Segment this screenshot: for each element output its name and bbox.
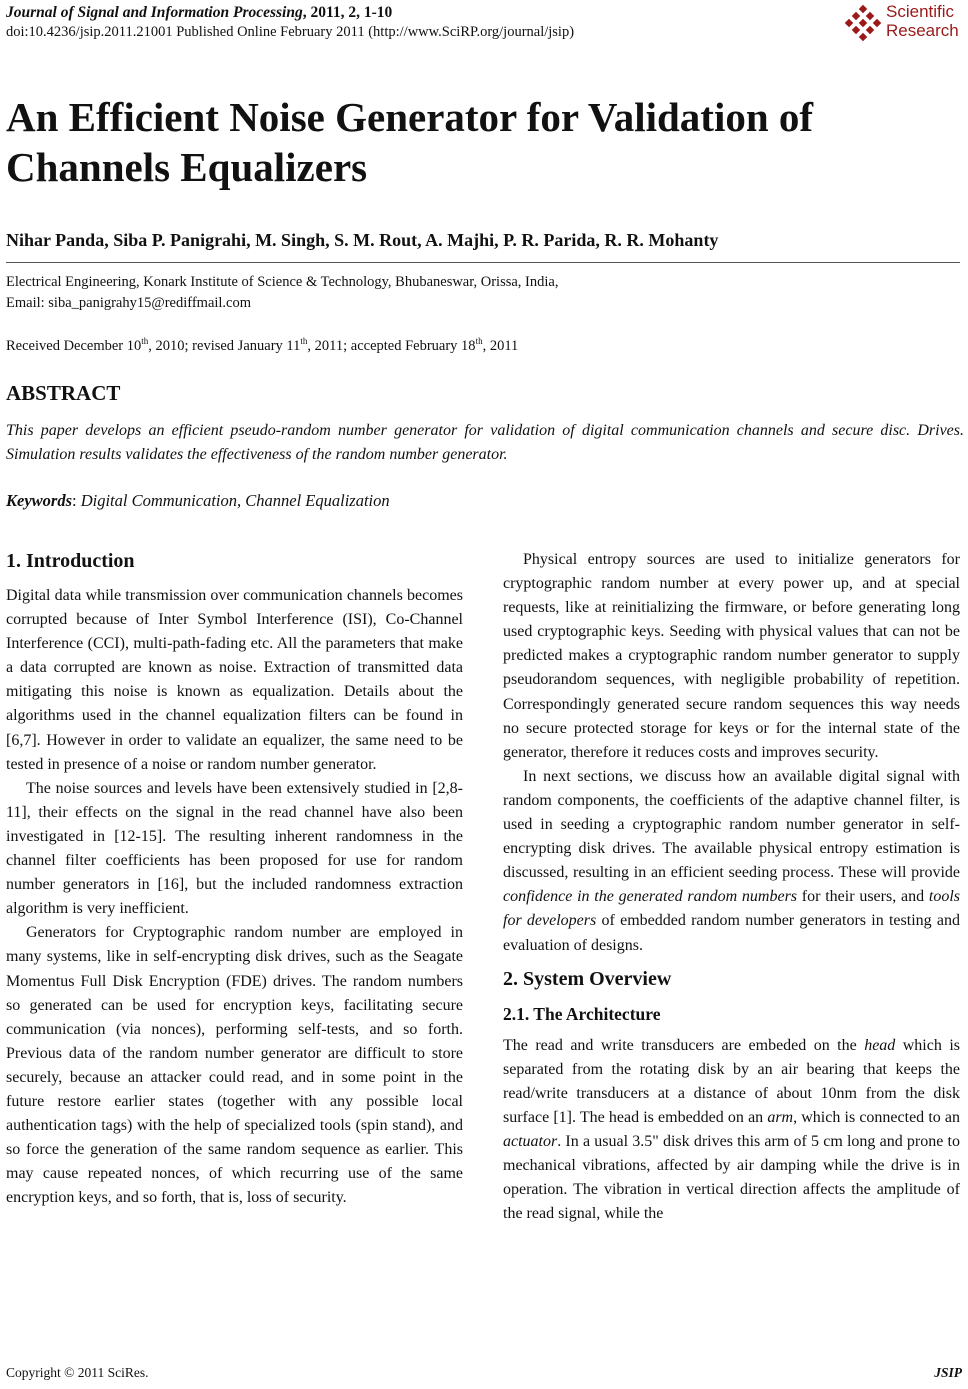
journal-issue: , 2011, 2, 1-10 [302,4,393,21]
section-heading-introduction: 1. Introduction [6,550,135,572]
arch-italic-arm: arm [767,1108,794,1126]
received-dates [6,336,518,355]
title-divider [6,262,960,263]
intro-paragraph-2: The noise sources and levels have been extensively studied in [2,8-11], their effects on the signal in the read channel have also been investigated in [12-15]. The resulting inherent randomness in the channel filter coefficients has been proposed for use for random number generators in [16], but the included randomness extraction algorithm is very inefficient. [6,779,463,918]
abstract-heading: ABSTRACT [6,381,121,405]
received-sup-2: th [300,336,308,346]
received-sup-1: th [141,336,149,346]
subsection-heading-architecture: 2.1. The Architecture [503,1003,661,1024]
arch-text-a: The read and write transducers are embeded on the [503,1036,865,1054]
title-line-2: Channels Equalizers [6,144,368,190]
keywords-values: Digital Communication, Channel Equalization [80,491,390,510]
logo-wordmark [886,2,959,40]
p5-text-b: for their users, and [797,888,929,906]
doi-line: doi:10.4236/jsip.2011.21001 Published Online February 2011 (http://www.SciRP.org/journal/jsip) [6,24,575,40]
arch-text-b: which is separated from the rotating disk by an air bearing that keeps the read/write transducers at a distance of about 10nm from the disk surface [1]. The head is embedded on an [503,1036,960,1126]
section-heading-system-overview: 2. System Overview [503,967,672,990]
received-text-2: , 2010; revised January 11 [148,337,301,354]
p5-italic-1: confidence in the generated random numbers [503,888,798,906]
footer-journal-abbr: JSIP [934,1365,962,1380]
keywords-label: Keywords [6,491,72,510]
logo-line-2: Research [886,21,959,40]
affiliation-block [6,272,558,314]
logo-line-1: Scientific [886,2,955,21]
received-text-4: , 2011 [482,337,519,354]
received-sup-3: th [475,336,483,346]
received-text-1: Received December 10 [6,337,142,354]
p5-text-c: of embedded random number generators in testing and evaluation of designs. [503,912,961,954]
p5-text-a: In next sections, we discuss how an available digital signal with random components, the coefficients of the adaptive channel filter, is used in seeding a cryptographic random number generator in self-encrypting disk drives. The available physical entropy estimation is discussed, resulting in an efficient seeding process. These will provide [503,767,960,882]
arch-italic-head: head [864,1036,896,1054]
authors: Nihar Panda, Siba P. Panigrahi, M. Singh, S. M. Rout, A. Majhi, P. R. Parida, R. R. Mohanty [6,230,719,250]
arch-italic-actuator: actuator [503,1132,558,1150]
logo-mark-icon [844,4,884,44]
arch-text-d: . In a usual 3.5" disk drives this arm of 5 cm long and prone to mechanical vibrations, affected by air damping while the drive is in operation. The vibration in vertical direction affects the amplitude of the read signal, while the [503,1132,960,1223]
received-text-3: , 2011; accepted February 18 [307,337,476,354]
intro-paragraph-1: Digital data while transmission over communication channels becomes corrupted because of Inter Symbol Interference (ISI), Co-Channel Interference (CCI), multi-path-fading etc. All the parameters that make a data corrupted are known as noise. Extraction of transmitted data mitigating this noise is known as equalization. Details about the algorithms used in the channel equalization filters can be found in [6,7]. However in order to validate an equalizer, the same need to be tested in presence of a noise or random number generator. [6,587,463,773]
intro-paragraph-3: Generators for Cryptographic random number are employed in many systems, like in self-encrypting disk drives, such as the Seagate Momentus Full Disk Encryption (FDE) drives. The random numbers so generated can be used for encryption keys, facilitating secure communication (via nonces), performing self-tests, and so forth. Previous data of the random number generator are difficult to store securely, because an attacker could read, and in some point in the future restore earlier states (together with any possible local authentication tags) with the help of specialized tools (spin stand), and so force the generation of the same random sequence as earlier. This may cause repeated nonces, of which recurring use of the same encryption keys, and so forth, that is, loss of security. [6,924,463,1207]
affiliation: Electrical Engineering, Konark Institute of Science & Technology, Bhubaneswar, Orissa, India, [6,274,559,290]
email: Email: siba_panigrahy15@rediffmail.com [6,295,252,311]
right-column [503,548,960,1226]
left-column [6,548,463,1210]
publisher-logo [844,2,964,46]
keywords-sep: : [72,491,81,510]
keywords [6,491,390,511]
abstract-text: This paper develops an efficient pseudo-random number generator for validation of digital communication channels and secure disc. Drives. Simulation results validates the effectiveness of the random number generator. [6,422,964,463]
arch-text-c: , which is connected to an [793,1108,961,1126]
footer-copyright: Copyright © 2011 SciRes. [6,1365,149,1380]
intro-paragraph-4: Physical entropy sources are used to initialize generators for cryptographic random number at every power up, and at special requests, like at reinitializing the firmware, or before generating long used cryptographic keys. Seeding with physical values that can not be predicted makes a cryptographic random number generator to supply pseudorandom sequences, with negligible probability of repetition. Correspondingly generated secure random sequences this way needs no secure protected storage for keys or for the internal state of the generator, therefore it reduces costs and improves security. [503,551,960,761]
journal-citation [6,4,392,22]
architecture-paragraph [503,1034,960,1227]
title-line-1: An Efficient Noise Generator for Validation of [6,94,814,140]
journal-name: Journal of Signal and Information Processing [6,4,303,21]
paper-title [6,92,946,192]
p5-italic-2: tools for developers [503,888,960,930]
intro-paragraph-5 [503,765,960,958]
